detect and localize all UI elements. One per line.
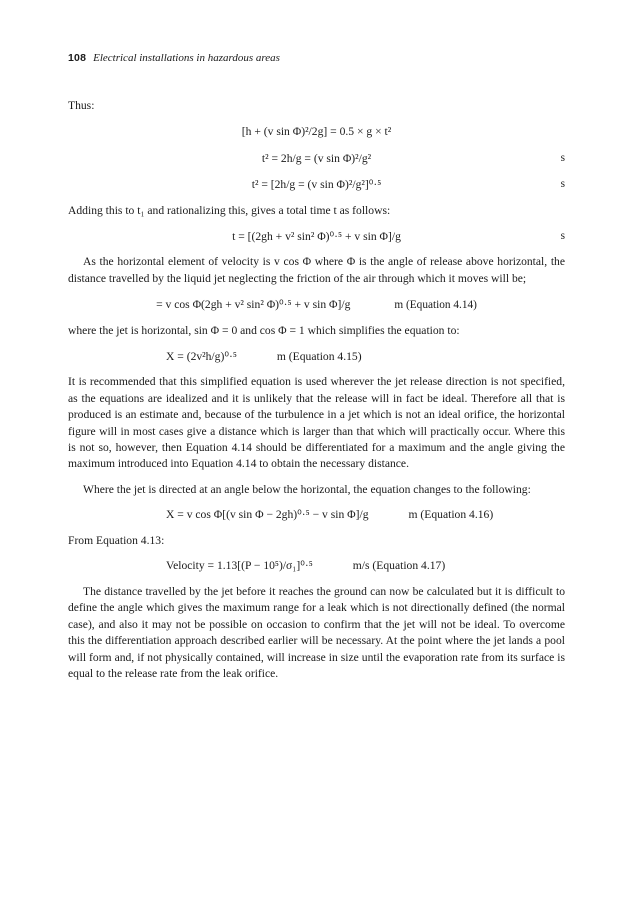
equation-4-unit: s [560, 230, 565, 243]
equation-7-tag: m (Equation 4.16) [408, 508, 494, 522]
equation-6-tag: m (Equation 4.15) [276, 349, 362, 363]
equation-8 [68, 558, 565, 574]
equation-8-tag: m/s (Equation 4.17) [352, 559, 446, 573]
equation-3 [68, 176, 565, 193]
paragraph-adding-time: Adding this to t₁ and rationalizing this, gives a total time t as follows: [68, 203, 391, 217]
equation-6 [68, 349, 565, 365]
page-header [68, 52, 565, 64]
paragraph-recommended: It is recommended that this simplified equation is used wherever the jet release direction is not specified, as the equations are idealized and it is unlikely that the release will in fact be ideal. Therefore all that is produced is an estimate and, because of the turbulence in a jet which is not an ideal orifice, the horizontal figure will in most cases give a distance which is larger than that which will practically occur. Where this is not so, however, then Equation 4.14 should be differentiated for a maximum and the angle giving the maximum introduced into Equation 4.14 to obtain the necessary distance. [68, 375, 565, 471]
equation-3-text: t² = [2h/g = (v sin Φ)²/g²]⁰·⁵ [251, 178, 382, 192]
equation-5-text: = v cos Φ(2gh + v² sin² Φ)⁰·⁵ + v sin Φ]/g [156, 298, 351, 312]
paragraph-where-jet-horizontal: where the jet is horizontal, sin Φ = 0 and cos Φ = 1 which simplifies the equation to: [68, 324, 460, 338]
paragraph-angle-below: Where the jet is directed at an angle below the horizontal, the equation changes to the following: [83, 482, 531, 496]
page-body [68, 98, 565, 682]
equation-5-tag: m (Equation 4.14) [394, 299, 477, 312]
equation-2-unit: s [560, 151, 565, 164]
page-number: 108 [68, 52, 87, 64]
paragraph-thus: Thus: [68, 99, 95, 112]
paragraph-from-equation: From Equation 4.13: [68, 533, 165, 547]
equation-4 [68, 228, 565, 245]
equation-7-text: X = v cos Φ[(v sin Φ − 2gh)⁰·⁵ − v sin Φ]/g [166, 508, 369, 522]
paragraph-distance-travelled: The distance travelled by the jet before it reaches the ground can now be calculated but it is difficult to define the angle which gives the maximum range for a leak which is not directionally defined (the normal case), and also it may not be possible on occasion to confirm that the jet will not be ideal. To overcome this the differentiation approach described earlier will be necessary. At the point where the jet lands a pool will form and, if not physically contained, will increase in size until the evaporation rate from its surface is equal to the release rate from the leak orifice. [68, 584, 565, 681]
equation-5 [68, 296, 565, 314]
equation-3-unit: s [560, 178, 565, 191]
equation-6-text: X = (2v²h/g)⁰·⁵ [166, 349, 237, 363]
equation-1 [68, 123, 565, 140]
paragraph-horizontal-element: As the horizontal element of velocity is v cos Φ where Φ is the angle of release above horizontal, the distance travelled by the liquid jet neglecting the friction of the air through which it moves will be; [68, 255, 565, 285]
equation-4-text: t = [(2gh + v² sin² Φ)⁰·⁵ + v sin Φ]/g [232, 230, 401, 244]
running-head-title: Electrical installations in hazardous areas [93, 52, 280, 64]
equation-2-text: t² = 2h/g = (v sin Φ)²/g² [261, 151, 372, 165]
equation-2 [68, 150, 565, 167]
equation-1-text: [h + (v sin Φ)²/2g] = 0.5 × g × t² [241, 125, 392, 139]
equation-8-text: Velocity = 1.13[(P − 10⁵)/σ₁]⁰·⁵ [166, 559, 313, 573]
equation-7 [68, 507, 565, 523]
